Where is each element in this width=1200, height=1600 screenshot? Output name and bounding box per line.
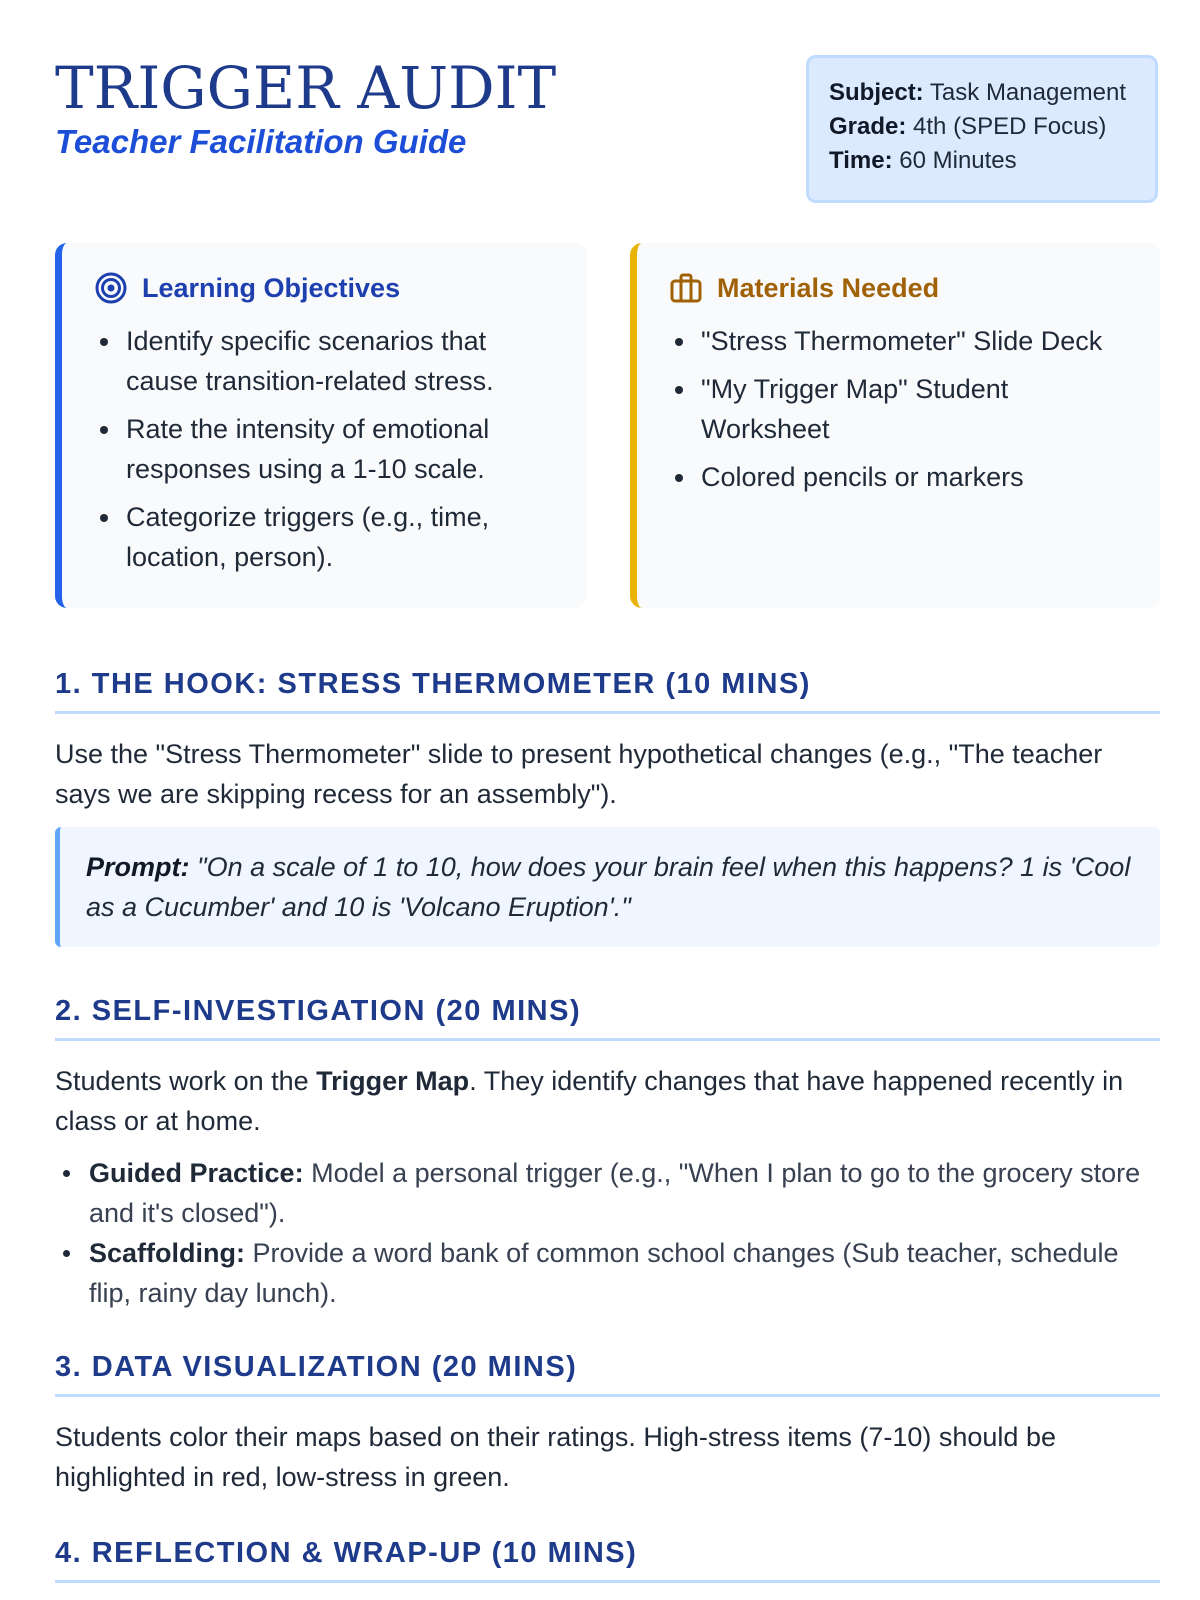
learning-objectives-title: Learning Objectives xyxy=(142,272,401,303)
list-item: Rate the intensity of emotional responses using a 1-10 scale. xyxy=(94,409,557,489)
learning-objectives-heading xyxy=(94,271,557,305)
investigation-text-start: Students work on the xyxy=(55,1066,317,1096)
subject-label: Subject: xyxy=(829,79,924,106)
hook-paragraph: Use the "Stress Thermometer" slide to present hypothetical changes (e.g., "The teacher says we are skipping recess for an assembly"). xyxy=(55,739,1103,809)
time-label: Time: xyxy=(829,147,893,174)
briefcase-icon xyxy=(669,271,703,305)
grade-value: 4th (SPED Focus) xyxy=(913,113,1107,140)
prompt-label: Prompt: xyxy=(86,852,190,882)
list-item xyxy=(55,1153,1160,1233)
list-item: Categorize triggers (e.g., time, location, person). xyxy=(94,497,557,577)
section-heading-investigation: 2. SELF-INVESTIGATION (20 MINS) xyxy=(55,995,1160,1041)
lesson-info-box xyxy=(806,55,1158,203)
list-item: "Stress Thermometer" Slide Deck xyxy=(669,321,1130,361)
materials-needed-title: Materials Needed xyxy=(717,272,940,303)
list-item xyxy=(55,1233,1160,1313)
guided-practice-text: Model a personal trigger (e.g., "When I plan to go to the grocery store and it's closed"). xyxy=(89,1158,1141,1228)
grade-row xyxy=(829,110,1135,144)
list-item: Identify specific scenarios that cause transition-related stress. xyxy=(94,321,557,401)
section-heading-reflection: 4. REFLECTION & WRAP-UP (10 MINS) xyxy=(55,1537,1160,1583)
page-subtitle: Teacher Facilitation Guide xyxy=(55,123,467,160)
grade-label: Grade: xyxy=(829,113,907,140)
investigation-list xyxy=(55,1153,1160,1313)
subject-row xyxy=(829,76,1135,110)
time-value: 60 Minutes xyxy=(899,147,1017,174)
objectives-list xyxy=(94,321,557,577)
scaffolding-label: Scaffolding: xyxy=(89,1238,245,1268)
section-heading-visualization: 3. DATA VISUALIZATION (20 MINS) xyxy=(55,1351,1160,1397)
list-item: Colored pencils or markers xyxy=(669,457,1130,497)
prompt-callout xyxy=(55,827,1160,947)
time-row xyxy=(829,144,1135,178)
section-heading-hook: 1. THE HOOK: STRESS THERMOMETER (10 MINS) xyxy=(55,668,1160,714)
investigation-paragraph xyxy=(55,1061,1160,1141)
target-icon xyxy=(94,271,128,305)
page-title: TRIGGER AUDIT xyxy=(55,54,557,122)
list-item: "My Trigger Map" Student Worksheet xyxy=(669,369,1130,449)
materials-needed-heading xyxy=(669,271,1130,305)
prompt-text: "On a scale of 1 to 10, how does your brain feel when this happens? 1 is 'Cool as a Cucumber' and 10 is 'Volcano Eruption'." xyxy=(86,852,1131,922)
scaffolding-text: Provide a word bank of common school changes (Sub teacher, schedule flip, rainy day lunch). xyxy=(89,1238,1119,1308)
learning-objectives-card xyxy=(55,243,587,608)
guided-practice-label: Guided Practice: xyxy=(89,1158,304,1188)
investigation-text-end: . They identify changes that have happened recently in class or at home. xyxy=(55,1066,1124,1136)
visualization-paragraph: Students color their maps based on their ratings. High-stress items (7-10) should be highlighted in red, low-stress in green. xyxy=(55,1422,1056,1492)
trigger-map-term: Trigger Map xyxy=(316,1066,470,1096)
materials-list xyxy=(669,321,1130,497)
materials-needed-card xyxy=(630,243,1160,608)
subject-value: Task Management xyxy=(929,79,1127,106)
